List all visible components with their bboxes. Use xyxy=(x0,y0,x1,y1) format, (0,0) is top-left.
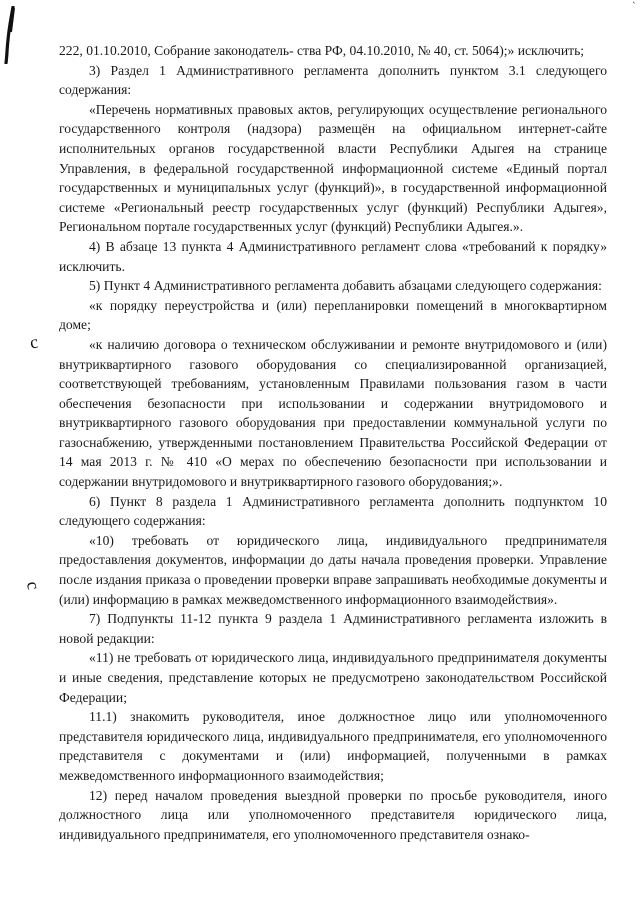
paragraph-quote-gas-equipment: «к наличию договора о техническом обслуживании и ремонте внутридомового и (или) внутриквартирного газового оборудования со специализированной организацией, соответствующей требованиям, установленным Правилами пользования газом в части обеспечения безопасности при использовании и содержании внутридомового и внутриквартирного газового оборудования при предоставлении коммунальной услуги по газоснабжению, утвержденными постановлением Правительства Российской Федерации от 14 мая 2013 г. № 410 «О мерах по обеспечению безопасности при использовании и содержании внутридомового и внутриквартирного газового оборудования;». xyxy=(59,336,607,490)
handwritten-stroke-mark xyxy=(4,6,16,64)
paragraph-item-3: 3) Раздел 1 Административного регламента дополнить пунктом 3.1 следующего содержания: xyxy=(59,62,607,98)
paragraph-quote-reconstruction: «к порядку переустройства и (или) перепланировки помещений в многоквартирном доме; xyxy=(59,297,607,333)
paragraph-item-7: 7) Подпункты 11-12 пункта 9 раздела 1 Административного регламента изложить в новой редакции: xyxy=(59,611,607,646)
paragraph-item-4: 4) В абзаце 13 пункта 4 Административного регламент слова «требований к порядку» исключить. xyxy=(59,238,607,274)
paragraph-item-5: 5) Пункт 4 Административного регламента добавить абзацами следующего содержания: xyxy=(89,278,602,294)
paragraph-subitem-11-1: 11.1) знакомить руководителя, иное должностное лицо или уполномоченного представителя юридического лица, индивидуального предпринимателя, его уполномоченного представителя с документами и (или) информацией, полученными в рамках межведомственного информационного взаимодействия; xyxy=(59,709,607,783)
paragraph-item-6: 6) Пункт 8 раздела 1 Административного регламента дополнить подпунктом 10 следующего содержания: xyxy=(59,493,607,529)
paragraph-quote-normative-acts: «Перечень нормативных правовых актов, регулирующих осуществление регионального государственного контроля (надзора) размещён на официальном интернет-сайте исполнительных органов государственной власти Республики Адыгея на странице Управления, в федеральной государственной информационной системе «Единый портал государственных и муниципальных услуг (функций)», в государственной информационной системе «Региональный реестр государственных услуг (функций) Республики Адыгея», Региональном портале государственных услуг (функций) Республики Адыгея.». xyxy=(59,101,607,235)
paragraph-quote-subitem-11: «11) не требовать от юридического лица, индивидуального предпринимателя документы и иные сведения, представление которых не предусмотрено законодательством Российской Федерации; xyxy=(59,650,607,705)
corner-tick-mark: ˋ xyxy=(632,2,637,12)
document-body xyxy=(59,41,607,844)
paragraph-citation-end: 222, 01.10.2010, Собрание законодатель- ства РФ, 04.10.2010, № 40, ст. 5064);» исключить; xyxy=(59,43,585,58)
paragraph-subitem-12: 12) перед началом проведения выездной проверки по просьбе руководителя, иного должностного лица или уполномоченного представителя юридического лица, индивидуального предпринимателя, его уполномоченного представителя ознако- xyxy=(59,787,607,842)
margin-punch-mark: c xyxy=(28,331,40,353)
paragraph-quote-subitem-10: «10) требовать от юридического лица, индивидуального предпринимателя предоставления документов, информации до даты начала проведения проверки. Управление после издания приказа о проведении проверки вправе запрашивать необходимые документы и (или) информацию в рамках межведомственного информационного взаимодействия». xyxy=(59,532,607,607)
margin-punch-mark: c xyxy=(22,579,45,592)
